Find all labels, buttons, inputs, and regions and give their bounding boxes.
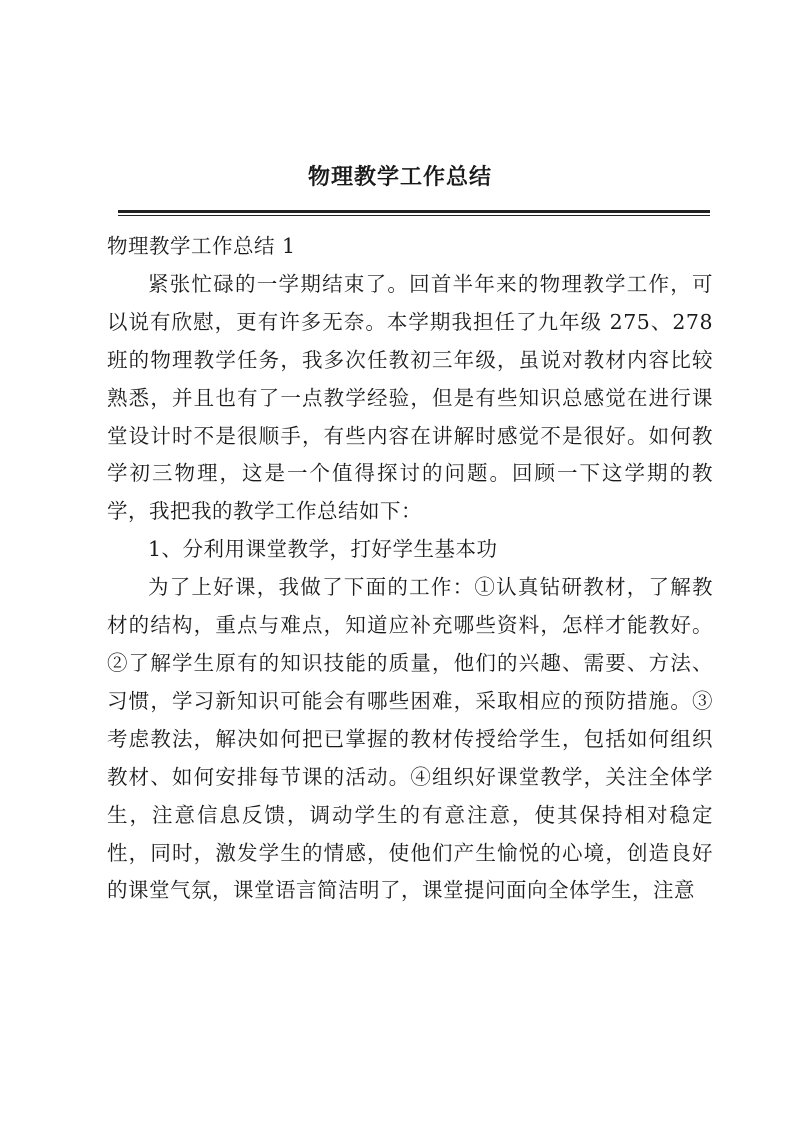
paragraph-point-1-heading: 1、分利用课堂教学，打好学生基本功: [148, 537, 498, 562]
paragraph-intro: 紧张忙碌的一学期结束了。回首半年来的物理教学工作，可以说有欣慰，更有许多无奈。本学期我担任了九年级 275、278 班的物理教学任务，我多次任教初三年级，虽说对教材内容比较熟悉，并且也有了一点教学经验，但是有些知识总感觉在进行课堂设计时不是很顺手，有些内容在讲解时感觉不是很好。如何教学初三物理，这是一个值得探讨的问题。回顾一下这学期的教学，我把我的教学工作总结如下：: [107, 271, 713, 524]
document-title: 物理教学工作总结: [307, 164, 492, 190]
title-divider-thick: [118, 210, 710, 213]
document-body: [107, 228, 713, 910]
paragraph-point-1-body: 为了上好课，我做了下面的工作：①认真钻研教材，了解教材的结构，重点与难点，知道应补充哪些资料，怎样才能教好。②了解学生原有的知识技能的质量，他们的兴趣、需要、方法、习惯，学习新知识可能会有哪些困难，采取相应的预防措施。③考虑教法，解决如何把已掌握的教材传授给学生，包括如何组织教材、如何安排每节课的活动。④组织好课堂教学，关注全体学生，注意信息反馈，调动学生的有意注意，使其保持相对稳定性，同时，激发学生的情感，使他们产生愉悦的心境，创造良好的课堂气氛，课堂语言简洁明了，课堂提问面向全体学生，注意: [107, 575, 713, 903]
title-divider-thin: [118, 215, 710, 216]
section-heading: 物理教学工作总结 1: [107, 234, 296, 258]
